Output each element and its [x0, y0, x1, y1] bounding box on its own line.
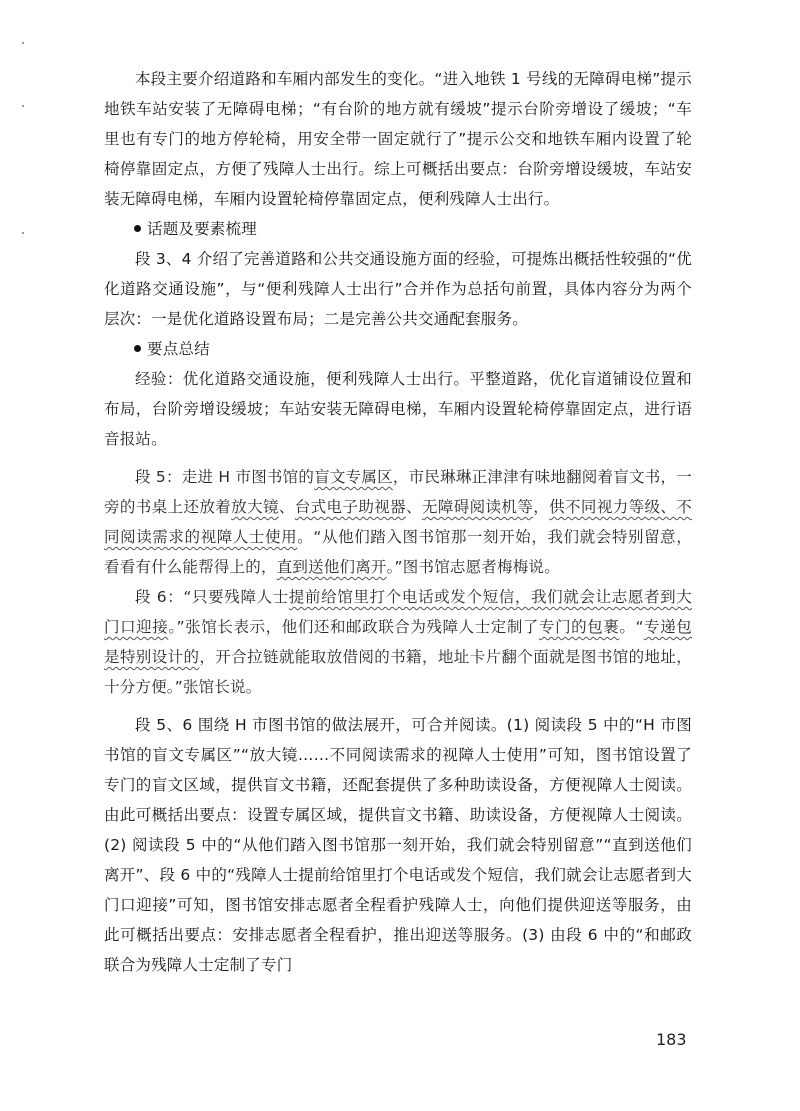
bullet-icon: [134, 225, 141, 232]
underlined-phrase: 盲文专属区: [314, 468, 393, 486]
paragraph-experience: 经验：优化道路交通设施，便利残障人士出行。平整道路，优化盲道铺设位置和布局，台阶旁增设缓坡；车站安装无障碍电梯，车厢内设置轮椅停靠固定点，进行语音报站。: [104, 370, 692, 448]
underlined-phrase: 专递包是特别设计的: [104, 618, 692, 666]
quote-text: ，开合拉链就能取放借阅的书籍，地址卡片翻个面就是图书馆的地址，十分方便。”张馆长说。: [104, 648, 693, 696]
quote-text: 。“从他们踏入图书馆那一刻开始，我们就会特别留意，看看有什么能帮得上的，: [104, 528, 692, 576]
quote-text: 段 5：走进 H 市图书馆的: [135, 468, 315, 486]
underlined-phrase: 台式电子助视器: [294, 498, 407, 516]
section-heading-summary: [104, 334, 692, 364]
paragraph-library-analysis: 段 5、6 围绕 H 市图书馆的做法展开，可合并阅读。(1) 阅读段 5 中的“H 市图书馆的盲文专属区”“放大镜……不同阅读需求的视障人士使用”可知，图书馆设置了专门的盲文区域，提供盲文书籍，还配套提供了多种助读设备，方便视障人士阅读。由此可概括出要点：设置专属区域，提供盲文书籍、助读设备，方便视障人士阅读。(2) 阅读段 5 中的“从他们踏入图书馆那一刻开始，我们就会特别留意”“直到送他们离开”、段 6 中的“残障人士提前给馆里打个电话或发个短信，我们就会让志愿者到大门口迎接”可知，图书馆安排志愿者全程看护残障人士，向他们提供迎送等服务，由此可概括出要点：安排志愿者全程看护，推出迎送等服务。(3) 由段 6 中的“和邮政联合为残障人士定制了专门: [104, 716, 692, 974]
underlined-phrase: 放大镜: [231, 498, 279, 516]
underlined-phrase: 专门的包裹: [539, 618, 620, 636]
paragraph-road-changes: 本段主要介绍道路和车厢内部发生的变化。“进入地铁 1 号线的无障碍电梯”提示地铁车站安装了无障碍电梯；“有台阶的地方就有缓坡”提示台阶旁增设了缓坡；“车里也有专门的地方停轮椅，用安全带一固定就行了”提示公交和地铁车厢内设置了轮椅停靠固定点，方便了残障人士出行。综上可概括出要点：台阶旁增设缓坡，车站安装无障碍电梯，车厢内设置轮椅停靠固定点，便利残障人士出行。: [104, 70, 692, 208]
quote-text: 。”图书馆志愿者梅梅说。: [386, 558, 560, 576]
quote-paragraph-5: [104, 462, 692, 582]
underlined-phrase: 无障碍阅读机等: [421, 498, 534, 516]
page-content: [104, 64, 692, 980]
margin-mark: [22, 105, 24, 107]
quote-text: 段 6：“只要残障人士: [135, 588, 289, 606]
underlined-phrase: 提前给馆里打个电话或发个短信，我们就会让志愿者到大门口迎接: [104, 588, 692, 636]
quote-text: 、: [278, 498, 295, 516]
section-heading-topic: [104, 214, 692, 244]
quote-text: 。“: [619, 618, 644, 636]
quote-text: ，: [533, 498, 550, 516]
quote-paragraph-6: [104, 582, 692, 702]
page-number: 183: [656, 1030, 687, 1049]
underlined-phrase: 供不同视力等级、不同阅读需求的视障人士使用: [104, 498, 693, 546]
bullet-icon: [134, 345, 141, 352]
paragraph-topic-analysis: 段 3、4 介绍了完善道路和公共交通设施方面的经验，可提炼出概括性较强的“优化道路交通设施”，与“便利残障人士出行”合并作为总括句前置，具体内容分为两个层次：一是优化道路设置布局；二是完善公共交通配套服务。: [104, 250, 692, 328]
heading-text: 要点总结: [147, 340, 210, 358]
margin-mark: [22, 232, 24, 234]
underlined-phrase: 直到送他们离开: [276, 558, 387, 576]
quote-text: 。”张馆长表示，他们还和邮政联合为残障人士定制了: [168, 618, 540, 636]
margin-mark: [22, 42, 24, 44]
heading-text: 话题及要素梳理: [147, 220, 257, 238]
quote-text: ，市民琳琳正津津有味地翻阅着盲文书，一旁的书桌上还放着: [104, 468, 692, 516]
quote-text: 、: [406, 498, 422, 516]
